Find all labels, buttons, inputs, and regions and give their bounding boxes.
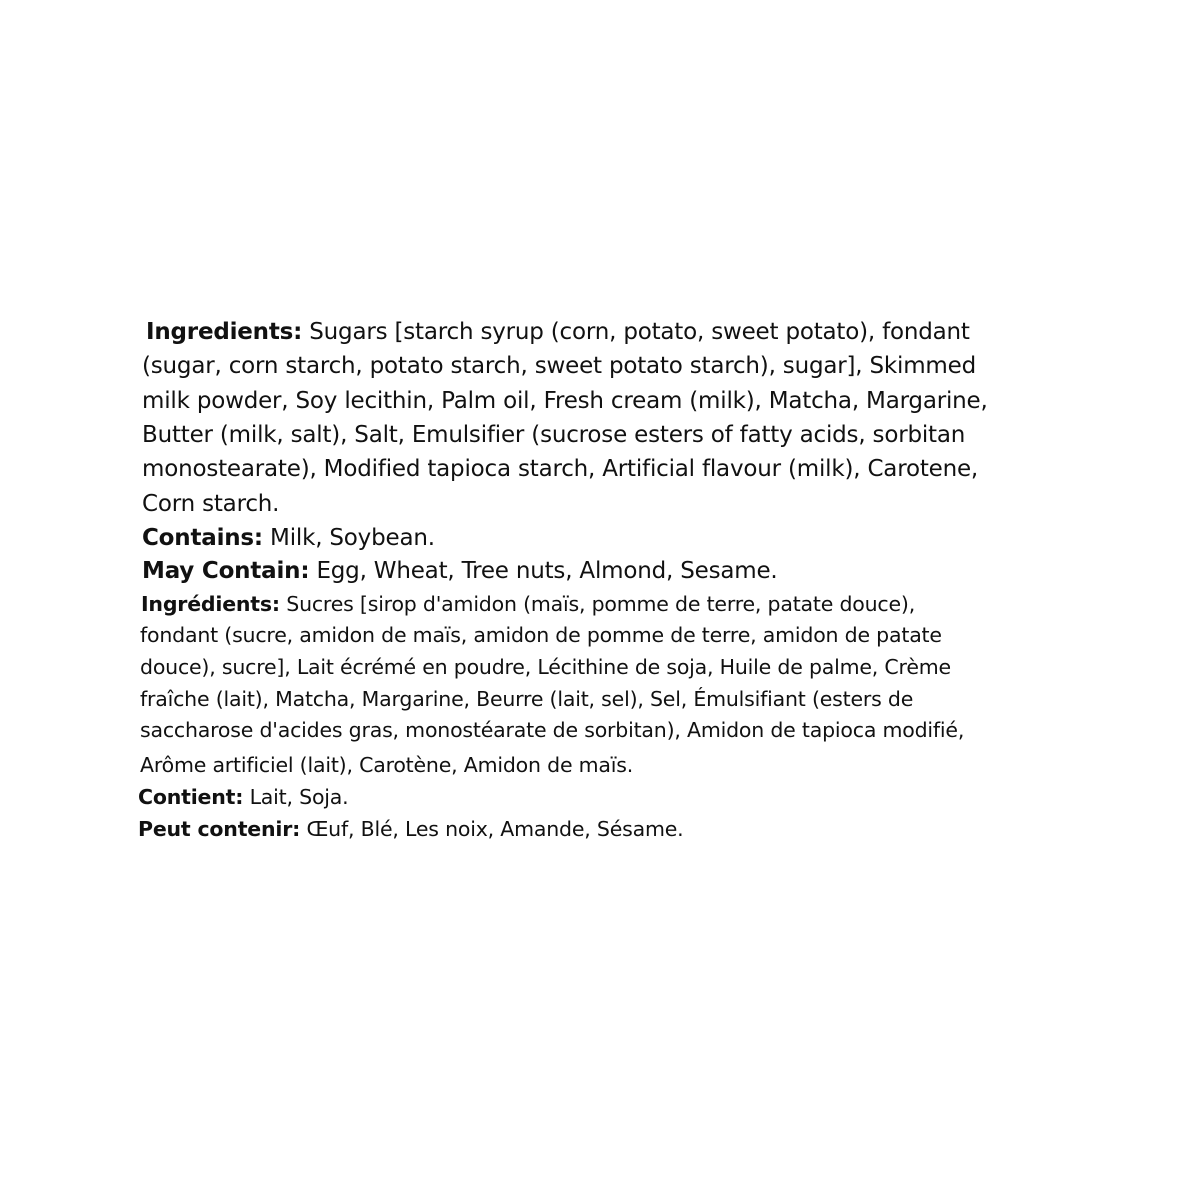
english-may-contain-heading: May Contain: xyxy=(142,558,310,584)
french-ingredients-line-2: fondant (sucre, amidon de maïs, amidon de pomme de terre, amidon de patate xyxy=(140,623,942,647)
english-ingredients-line-5: monostearate), Modified tapioca starch, Artificial flavour (milk), Carotene, xyxy=(142,456,979,482)
french-may-contain-text: Œuf, Blé, Les noix, Amande, Sésame. xyxy=(306,817,684,841)
english-ingredients-line-3: milk powder, Soy lecithin, Palm oil, Fresh cream (milk), Matcha, Margarine, xyxy=(142,388,988,414)
english-ingredients-line-2: (sugar, corn starch, potato starch, sweet potato starch), sugar], Skimmed xyxy=(142,353,976,379)
french-ingredients-line-1 xyxy=(141,590,915,618)
french-ingredients-text: Sucres [sirop d'amidon (maïs, pomme de terre, patate douce), xyxy=(286,592,916,616)
english-ingredients-text: Sugars [starch syrup (corn, potato, sweet potato), fondant xyxy=(309,319,970,345)
english-ingredients-line-4: Butter (milk, salt), Salt, Emulsifier (sucrose esters of fatty acids, sorbitan xyxy=(142,422,966,448)
english-contains-heading: Contains: xyxy=(142,525,263,551)
english-ingredients-line-6: Corn starch. xyxy=(142,491,280,517)
english-contains-text: Milk, Soybean. xyxy=(270,525,435,551)
french-may-contain-heading: Peut contenir: xyxy=(138,817,301,841)
english-may-contain-line xyxy=(142,556,778,586)
french-ingredients-line-4: fraîche (lait), Matcha, Margarine, Beurre (lait, sel), Sel, Émulsifiant (esters de xyxy=(140,687,914,711)
french-ingredients-heading: Ingrédients: xyxy=(141,592,280,616)
english-ingredients-line-1 xyxy=(146,317,970,347)
french-contains-line xyxy=(138,783,348,811)
french-may-contain-line xyxy=(138,815,683,843)
french-ingredients-line-6: Arôme artificiel (lait), Carotène, Amidon de maïs. xyxy=(140,753,634,777)
french-ingredients-line-3: douce), sucre], Lait écrémé en poudre, Lécithine de soja, Huile de palme, Crème xyxy=(140,655,951,679)
french-ingredients-line-5: saccharose d'acides gras, monostéarate de sorbitan), Amidon de tapioca modifié, xyxy=(140,718,965,742)
english-ingredients-heading: Ingredients: xyxy=(146,319,303,345)
french-contains-heading: Contient: xyxy=(138,785,244,809)
english-contains-line xyxy=(142,523,435,553)
english-may-contain-text: Egg, Wheat, Tree nuts, Almond, Sesame. xyxy=(316,558,778,584)
french-contains-text: Lait, Soja. xyxy=(249,785,349,809)
